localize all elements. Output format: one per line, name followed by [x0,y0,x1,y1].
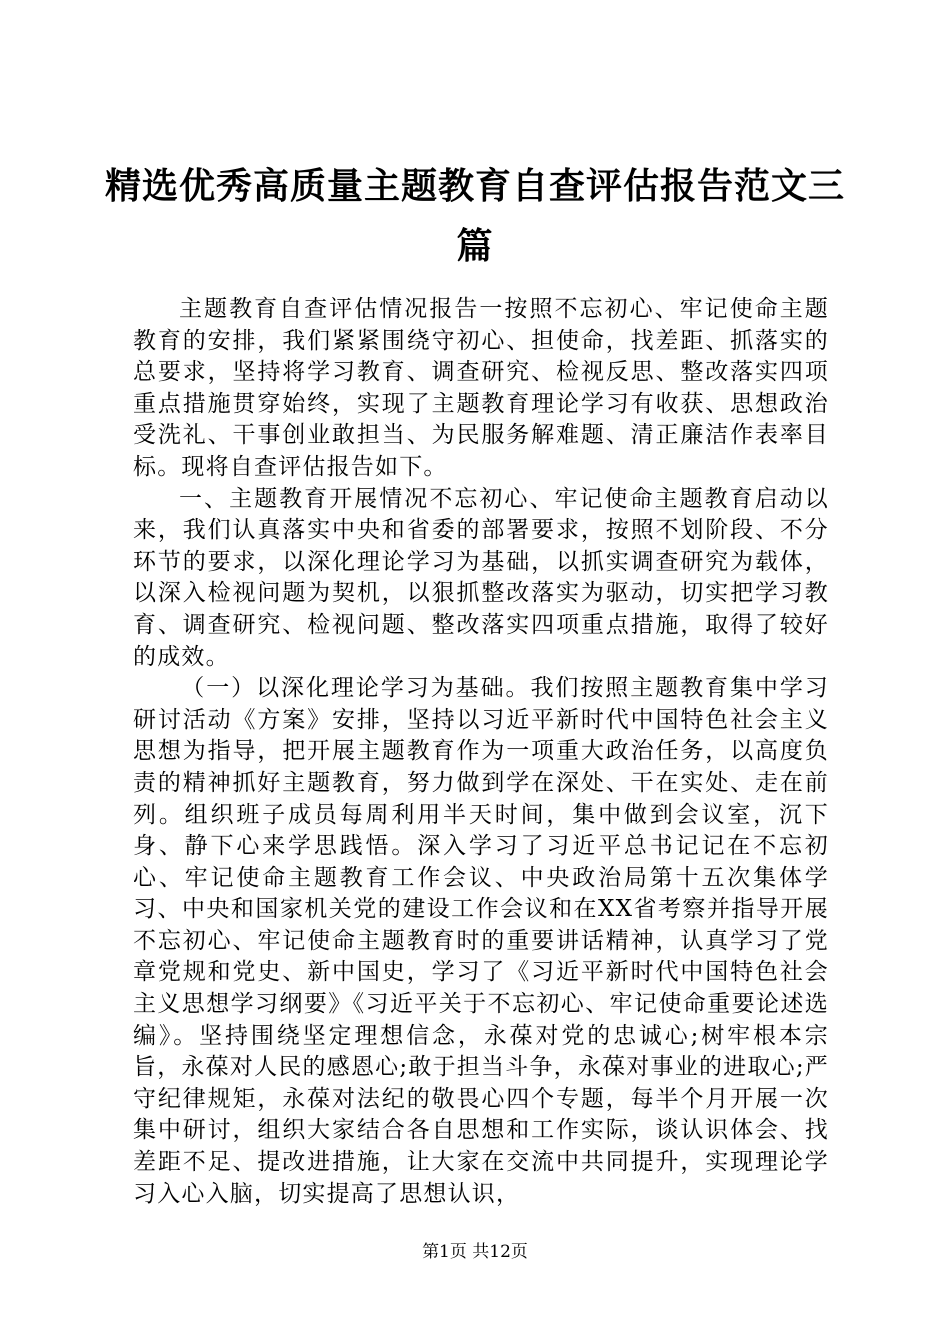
document-body [133,294,829,1210]
page-footer: 第1页 共12页 [422,1242,528,1262]
document-title: 精选优秀高质量主题教育自查评估报告范文三篇 [104,165,845,267]
paragraph-section-one: 一、主题教育开展情况不忘初心、牢记使命主题教育启动以来，我们认真落实中央和省委的部署要求，按照不划阶段、不分环节的要求，以深化理论学习为基础，以抓实调查研究为载体，以深入检视问题为契机，以狠抓整改落实为驱动，切实把学习教育、调查研究、检视问题、整改落实四项重点措施，取得了较好的成效。 [133,485,829,670]
paragraph-subsection-one: （一）以深化理论学习为基础。我们按照主题教育集中学习研讨活动《方案》安排，坚持以习近平新时代中国特色社会主义思想为指导，把开展主题教育作为一项重大政治任务，以高度负责的精神抓好主题教育，努力做到学在深处、干在实处、走在前列。组织班子成员每周利用半天时间，集中做到会议室，沉下身、静下心来学思践悟。深入学习了习近平总书记记在不忘初心、牢记使命主题教育工作会议、中央政治局第十五次集体学习、中央和国家机关党的建设工作会议和在XX省考察并指导开展不忘初心、牢记使命主题教育时的重要讲话精神，认真学习了党章党规和党史、新中国史，学习了《习近平新时代中国特色社会主义思想学习纲要》《习近平关于不忘初心、牢记使命重要论述选编》。坚持围绕坚定理想信念，永葆对党的忠诚心;树牢根本宗旨，永葆对人民的感恩心;敢于担当斗争，永葆对事业的进取心;严守纪律规矩，永葆对法纪的敬畏心四个专题，每半个月开展一次集中研讨，组织大家结合各自思想和工作实际，谈认识体会、找差距不足、提改进措施，让大家在交流中共同提升，实现理论学习入心入脑，切实提高了思想认识， [133,675,829,1207]
paragraph-intro: 主题教育自查评估情况报告一按照不忘初心、牢记使命主题教育的安排，我们紧紧围绕守初心、担使命，找差距、抓落实的总要求，坚持将学习教育、调查研究、检视反思、整改落实四项重点措施贯穿始终，实现了主题教育理论学习有收获、思想政治受洗礼、干事创业敢担当、为民服务解难题、清正廉洁作表率目标。现将自查评估报告如下。 [133,296,829,480]
